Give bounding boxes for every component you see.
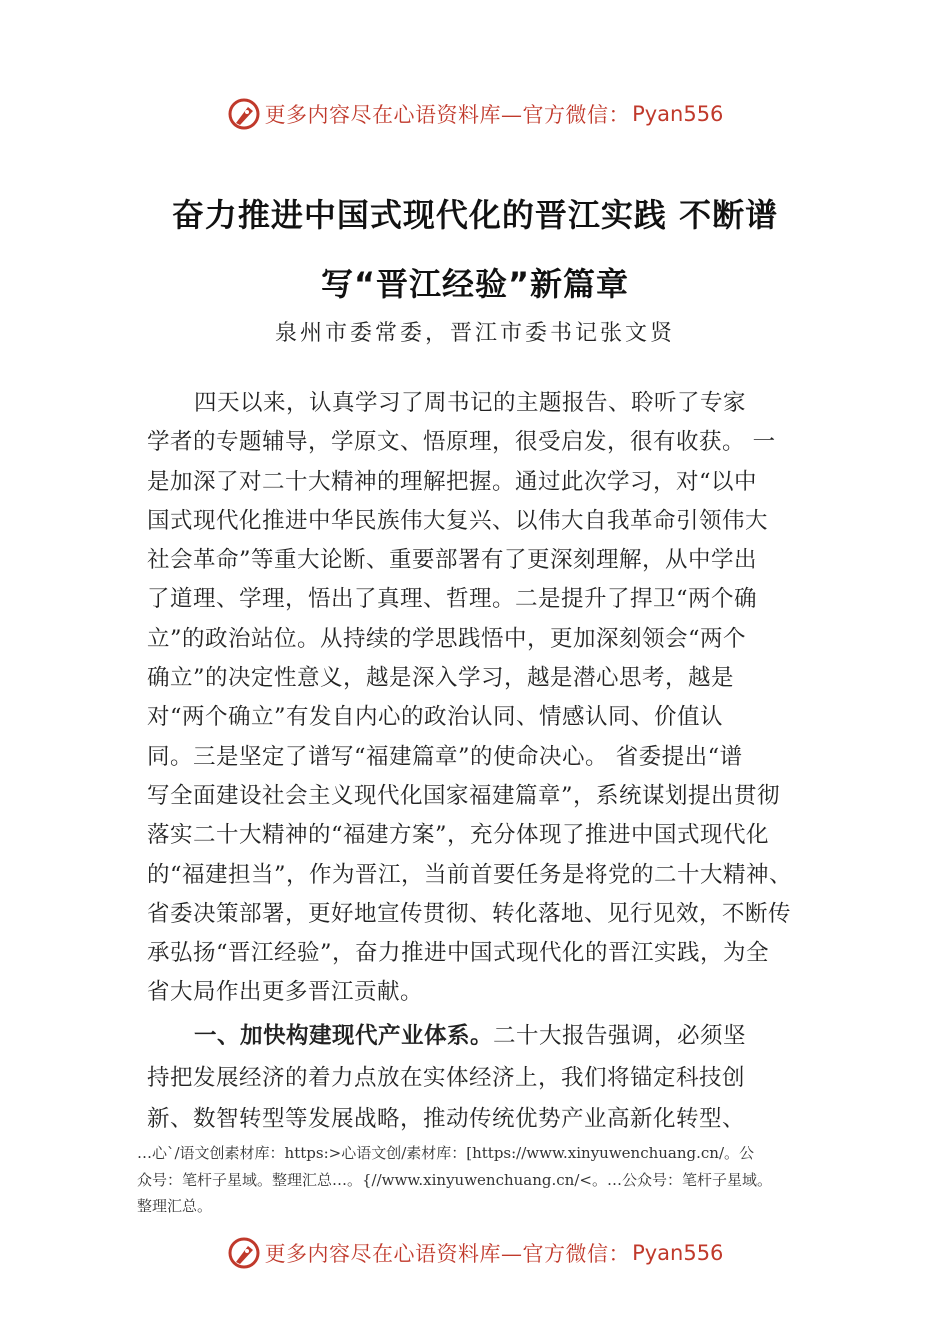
pen-nib-logo-icon <box>227 1236 261 1270</box>
paragraph-line: 对“两个确立”有发自内心的政治认同、情感认同、价值认 <box>147 704 724 731</box>
section-lead-text: 二十大报告强调，必须坚 <box>493 1023 747 1049</box>
pen-nib-logo-icon <box>227 97 261 131</box>
section-heading: 一、加快构建现代产业体系。 <box>194 1023 494 1049</box>
paragraph-line: 四天以来，认真学习了周书记的主题报告、聆听了专家 <box>194 390 747 416</box>
paragraph-line: 学者的专题辅导，学原文、悟原理，很受启发，很有收获。 一 <box>147 429 776 456</box>
banner-text: 更多内容尽在心语资料库—官方微信： <box>264 1242 631 1266</box>
paragraph-line: 持把发展经济的着力点放在实体经济上，我们将锚定科技创 <box>147 1064 746 1091</box>
footnote-line: 众号：笔杆子星域。整理汇总…。{//www.xinyuwenchuang.cn/<。…公众号：笔杆子星域。 <box>137 1170 772 1189</box>
banner-wechat-handle: Pyan556 <box>632 1241 724 1265</box>
paragraph-line: 落实二十大精神的“福建方案”，充分体现了推进中国式现代化 <box>147 822 770 849</box>
paragraph-line: 国式现代化推进中华民族伟大复兴、以伟大自我革命引领伟大 <box>147 507 769 534</box>
header-banner <box>0 94 950 134</box>
paragraph-line: 承弘扬“晋江经验”，奋力推进中国式现代化的晋江实践，为全 <box>147 940 770 967</box>
source-footnote <box>137 1140 837 1220</box>
body-paragraph-2 <box>147 1016 827 1141</box>
paragraph-line: 同。三是坚定了谱写“福建篇章”的使命决心。 省委提出“谱 <box>147 743 743 770</box>
banner-wechat-handle: Pyan556 <box>632 102 724 126</box>
footer-banner <box>0 1233 950 1273</box>
paragraph-line: 写全面建设社会主义现代化国家福建篇章”，系统谋划提出贯彻 <box>147 782 781 809</box>
body-paragraph-1 <box>147 384 827 1013</box>
paragraph-line: 了道理、学理，悟出了真理、哲理。二是提升了捍卫“两个确 <box>147 586 758 613</box>
footnote-line: 整理汇总。 <box>137 1197 213 1215</box>
paragraph-line: 省委决策部署，更好地宣传贯彻、转化落地、见行见效，不断传 <box>147 900 792 927</box>
paragraph-line: 省大局作出更多晋江贡献。 <box>147 979 424 1006</box>
document-title-line-2: 写“晋江经验”新篇章 <box>320 265 630 303</box>
paragraph-line: 新、数智转型等发展战略，推动传统优势产业高新化转型、 <box>147 1106 746 1132</box>
paragraph-line <box>147 1016 827 1058</box>
banner-text: 更多内容尽在心语资料库—官方微信： <box>264 103 631 127</box>
paragraph-line: 立”的政治站位。从持续的学思践悟中，更加深刻领会“两个 <box>147 625 747 652</box>
paragraph-line: 是加深了对二十大精神的理解把握。通过此次学习，对“以中 <box>147 468 758 495</box>
paragraph-line: 社会革命”等重大论断、重要部署有了更深刻理解，从中学出 <box>147 547 758 574</box>
footnote-line: …心`/语文创素材库：https:>心语文创/素材库：[https://www.xinyuwenchuang.cn/。公 <box>137 1144 755 1162</box>
author-line: 泉州市委常委，晋江市委书记张文贤 <box>274 321 675 346</box>
paragraph-line: 的“福建担当”，作为晋江，当前首要任务是将党的二十大精神、 <box>147 861 793 888</box>
document-title-line-1: 奋力推进中国式现代化的晋江实践 不断谱 <box>171 196 779 234</box>
paragraph-line: 确立”的决定性意义，越是深入学习，越是潜心思考，越是 <box>147 665 735 692</box>
